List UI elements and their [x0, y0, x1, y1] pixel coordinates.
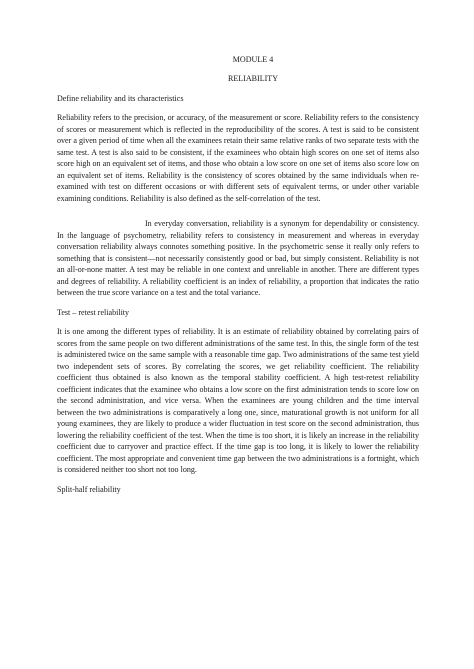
- module-title: MODULE 4: [232, 55, 274, 64]
- heading-define-reliability: Define reliability and its characteristics: [57, 93, 184, 103]
- heading-test-retest: Test – retest reliability: [57, 307, 130, 317]
- section-title: RELIABILITY: [227, 74, 279, 83]
- paragraph-test-retest: It is one among the different types of reliability. It is an estimate of reliability obtained by correlating pairs of scores from the same people on two different administrations of the same test. In this, the single form of the test is administered twice on the same sample with a reasonable time gap. Two administrations of the same test yield two independent sets of scores. By correlating the scores, we get reliability coefficient. The reliability coefficient thus obtained is also known as the temporal stability coefficient. A high test-retest reliability coefficient indicates that the examinee who obtains a low score on the first administration tends to score low on the second administration, and vice versa. When the examinees are young children and the time interval between the two administrations is comparatively a long one, since, maturational growth is not uniform for all young examinees, they are likely to produce a wider fluctuation in test score on the second administration, thus lowering the reliability coefficient of the test. When the time is too short, it is likely an increase in the reliability coefficient due to carryover and practice effect. If the time gap is too long, it is likely to lower the reliability coefficient. The most appropriate and convenient time gap between the two administrations is a fortnight, which is considered neither too short not too long.: [57, 327, 419, 474]
- paragraph-definition: Reliability refers to the precision, or accuracy, of the measurement or score. Reliability refers to the consistency of scores or measurement which is reflected in the reproducibility of the scores. A test is said to be consistent over a given period of time when all the examinees retain their same relative ranks of two separate tests with the same test. A test is also said to be consistent, if the examinees who obtain high scores on one set of items also score high on an equivalent set of items, and those who obtain a low score on one set of items also score low on an equivalent set of items. Reliability is the consistency of scores obtained by the same individuals when re-examined with test on different occasions or with different sets of equivalent terms, or under other variable examining conditions. Reliability is also defined as the self-correlation of the test.: [57, 113, 419, 203]
- heading-split-half: Split-half reliability: [57, 484, 121, 494]
- paragraph-everyday-conversation: In everyday conversation, reliability is a synonym for dependability or consistency. In the language of psychometry, reliability refers to consistency in measurement and whereas in everyday conversation reliability always connotes something positive. In the psychometric sense it really only refers to something that is consistent—not necessarily consistently good or bad, but simply consistent. Reliability is not an all-or-none matter. A test may be reliable in one context and unreliable in another. There are different types and degrees of reliability. A reliability coefficient is an index of reliability, a proportion that indicates the ratio between the true score variance on a test and the total variance.: [57, 219, 419, 297]
- document-body: [57, 54, 419, 495]
